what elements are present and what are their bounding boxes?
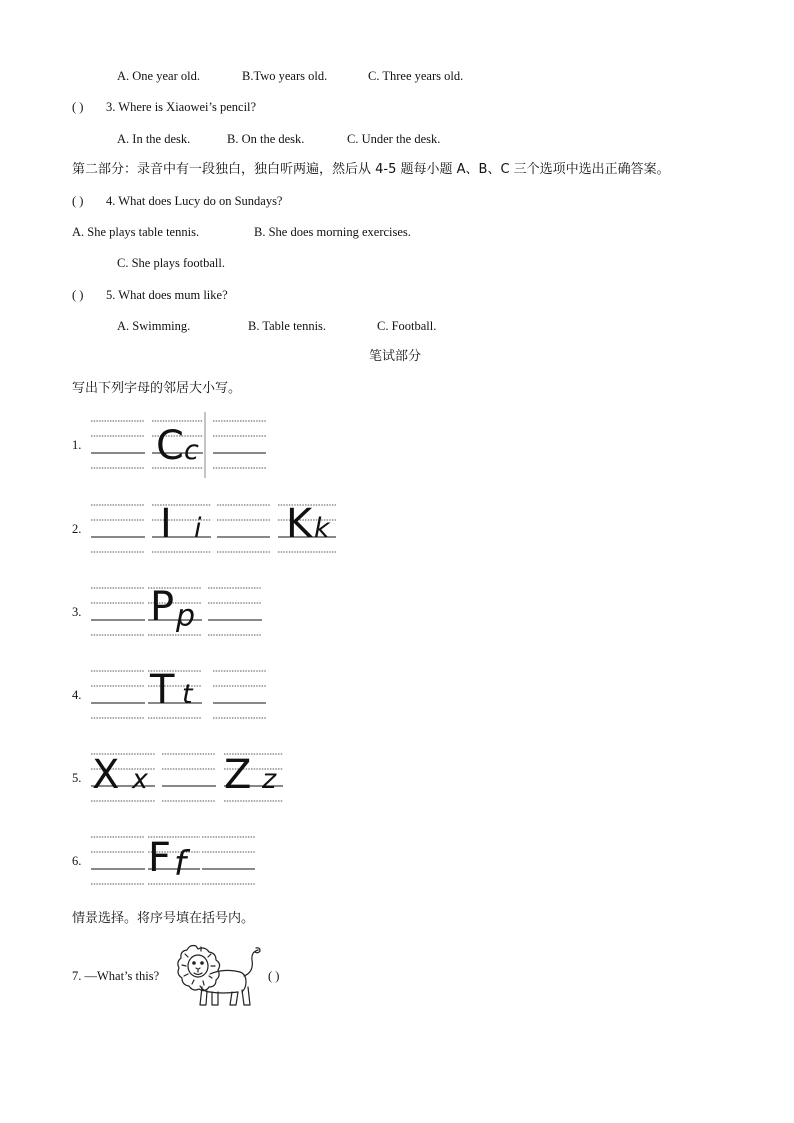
blank-writing-box[interactable] <box>91 588 145 635</box>
q2-option-b: B.Two years old. <box>242 69 328 83</box>
penmanship-row-1 <box>90 412 270 478</box>
blank-writing-box[interactable] <box>213 671 266 718</box>
penmanship-row-3 <box>90 579 270 645</box>
uppercase-letter: P <box>150 584 175 630</box>
uppercase-letter: T <box>150 667 175 713</box>
uppercase-letter: K <box>286 501 313 547</box>
q5-option-a: A. Swimming. <box>117 319 191 333</box>
q5-answer-paren[interactable]: ( ) <box>72 288 84 302</box>
q7-question: 7. —What’s this? <box>72 969 160 983</box>
lowercase-letter: k <box>314 513 330 544</box>
lowercase-letter: z <box>262 764 277 795</box>
q4-option-a: A. She plays table tennis. <box>72 225 200 239</box>
penmanship-row-6 <box>90 828 265 894</box>
uppercase-letter: F <box>148 835 172 881</box>
letter-box <box>278 501 336 552</box>
letters-instruction: 写出下列字母的邻居大小写。 <box>72 381 242 396</box>
uppercase-letter: C <box>156 423 184 469</box>
uppercase-letter: Z <box>224 752 252 798</box>
letter-box <box>152 421 203 469</box>
blank-writing-box[interactable] <box>202 837 255 884</box>
lowercase-letter: t <box>182 679 193 710</box>
q2-option-a: A. One year old. <box>117 69 200 83</box>
q4-option-c: C. She plays football. <box>117 256 225 270</box>
q7-answer-paren[interactable]: ( ) <box>268 969 280 983</box>
row-number: 5. <box>72 771 82 785</box>
letter-box <box>148 667 202 718</box>
uppercase-letter: X <box>92 752 120 798</box>
lowercase-letter: p <box>176 599 196 634</box>
q5-option-b: B. Table tennis. <box>248 319 327 333</box>
section-title: 笔试部分 <box>369 349 422 364</box>
q2-option-c: C. Three years old. <box>368 69 464 83</box>
lowercase-letter: x <box>132 764 148 795</box>
blank-writing-box[interactable] <box>217 505 270 552</box>
q5-option-c: C. Football. <box>377 319 437 333</box>
row-number: 1. <box>72 438 82 452</box>
q3-question: 3. Where is Xiaowei’s pencil? <box>106 100 257 114</box>
row-number: 4. <box>72 688 82 702</box>
q5-question: 5. What does mum like? <box>106 288 228 302</box>
blank-writing-box[interactable] <box>91 505 145 552</box>
uppercase-letter: I <box>160 501 172 547</box>
row-number: 3. <box>72 605 82 619</box>
letter-box <box>148 584 202 635</box>
q3-answer-paren[interactable]: ( ) <box>72 100 84 114</box>
row-number: 2. <box>72 522 82 536</box>
blank-writing-box[interactable] <box>213 421 266 468</box>
penmanship-row-5 <box>90 745 290 811</box>
q4-question: 4. What does Lucy do on Sundays? <box>106 194 283 208</box>
penmanship-row-2 <box>90 496 340 562</box>
letter-box <box>91 752 155 801</box>
lowercase-letter: i <box>194 513 202 544</box>
row-number: 6. <box>72 854 82 868</box>
q3-option-a: A. In the desk. <box>117 132 191 146</box>
penmanship-row-4 <box>90 662 270 728</box>
blank-writing-box[interactable] <box>91 671 145 718</box>
q4-option-b: B. She does morning exercises. <box>254 225 411 239</box>
lion-illustration <box>176 940 262 1012</box>
lowercase-letter: f <box>174 844 186 884</box>
blank-writing-box[interactable] <box>91 837 145 884</box>
q3-option-c: C. Under the desk. <box>347 132 441 146</box>
lowercase-letter: c <box>184 435 199 466</box>
situation-instruction: 情景选择。将序号填在括号内。 <box>72 911 255 926</box>
letter-box <box>148 835 200 884</box>
letter-box <box>224 752 283 801</box>
blank-writing-box[interactable] <box>208 588 262 635</box>
q4-answer-paren[interactable]: ( ) <box>72 194 84 208</box>
blank-writing-box[interactable] <box>162 754 216 801</box>
letter-box <box>152 501 211 552</box>
blank-writing-box[interactable] <box>91 421 145 468</box>
q3-option-b: B. On the desk. <box>227 132 305 146</box>
part2-instruction: 第二部分：录音中有一段独白，独白听两遍，然后从 4-5 题每小题 A、B、C 三个选项中选出正确答案。 <box>72 162 670 177</box>
